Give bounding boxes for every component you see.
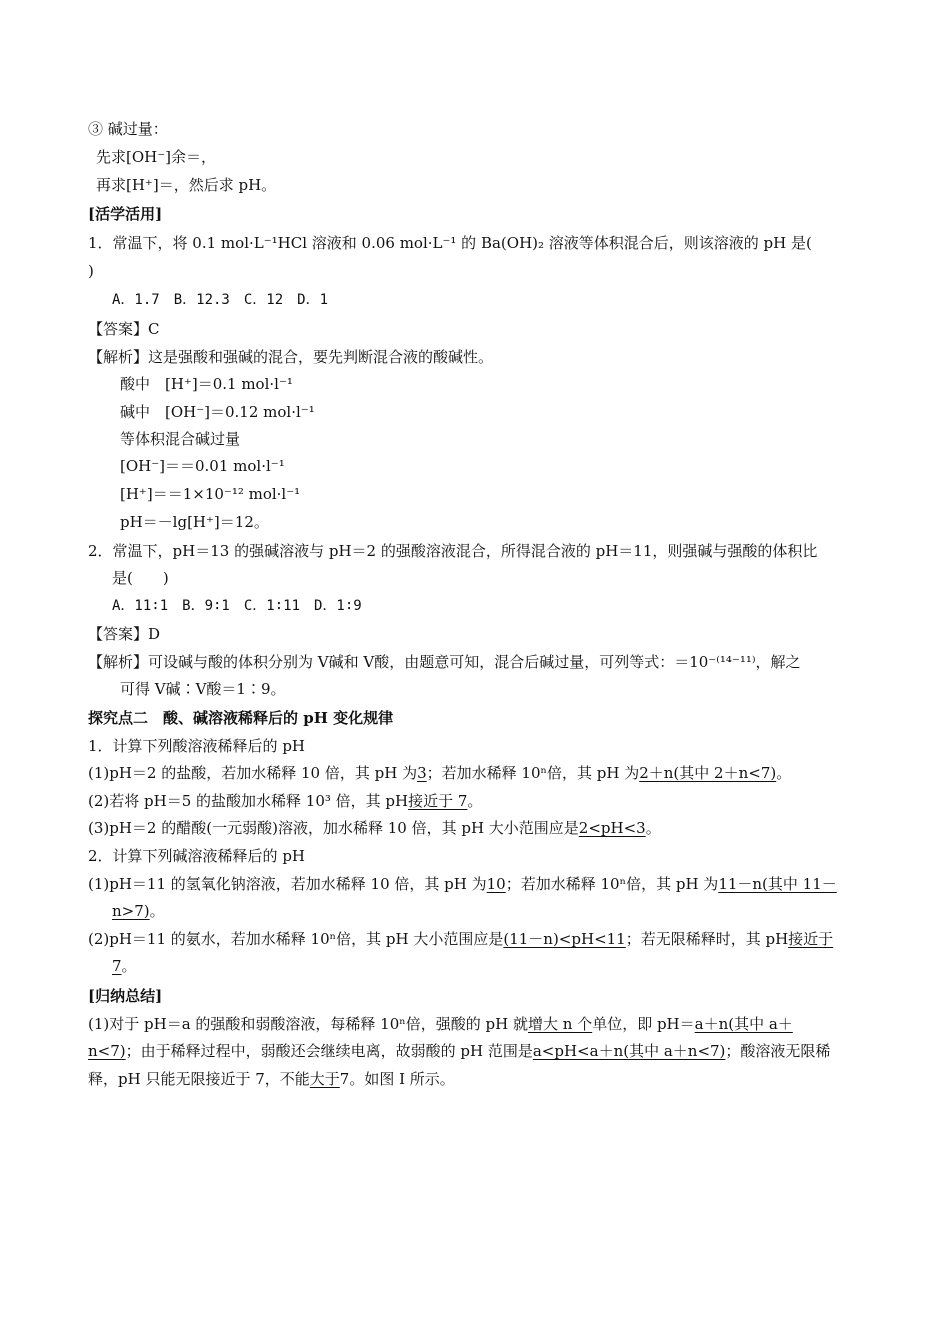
question-line: [112, 900, 165, 922]
text-line: 2．计算下列碱溶液稀释后的 pH: [88, 847, 305, 865]
text-line: ③ 碱过量：: [88, 120, 168, 138]
question-line: [88, 817, 661, 839]
summary-line: [88, 1013, 793, 1035]
answer-blank: 2＋n(其中 2＋n<7): [639, 764, 777, 782]
text-line: 1．计算下列酸溶液稀释后的 pH: [88, 737, 305, 755]
answer-blank: 2<pH<3: [578, 819, 646, 837]
text-line: pH＝－lg[H⁺]＝12。: [120, 513, 269, 531]
summary-line: [88, 1040, 830, 1062]
answer-blank: 11－n(其中 11－: [718, 875, 837, 893]
text-line: 再求[H⁺]＝，然后求 pH。: [96, 176, 277, 194]
text-span: (2)pH＝11 的氨水，若加水稀释 10ⁿ倍，其 pH 大小范围应是: [88, 930, 504, 948]
analysis-line: 【解析】可设碱与酸的体积分别为 V碱和 V酸，由题意可知，混合后碱过量，可列等式：＝10⁻⁽¹⁴⁻¹¹⁾，解之: [88, 653, 801, 671]
text-line: [OH⁻]＝＝0.01 mol·l⁻¹: [120, 457, 285, 475]
answer-blank: 大于: [309, 1070, 340, 1088]
answer-blank: n<7): [88, 1042, 126, 1060]
question-line: [88, 790, 482, 812]
text-span: 单位，即 pH＝: [592, 1015, 695, 1033]
answer-blank: 10: [486, 875, 506, 893]
answer-blank: n>7): [112, 902, 150, 920]
answer-blank: a＋n(其中 a＋: [694, 1015, 793, 1033]
question-line: 1．常温下，将 0.1 mol·L⁻¹HCl 溶液和 0.06 mol·L⁻¹ 的 Ba(OH)₂ 溶液等体积混合后，则该溶液的 pH 是(: [88, 234, 812, 252]
question-line: [112, 955, 137, 977]
answer-blank: 3: [417, 764, 427, 782]
answer-line: 【答案】D: [88, 625, 161, 643]
text-line: [H⁺]＝＝1×10⁻¹² mol·l⁻¹: [120, 485, 301, 503]
text-span: ；由于稀释过程中，弱酸还会继续电离，故弱酸的 pH 范围是: [125, 1042, 533, 1060]
section-tag: [归纳总结]: [88, 987, 163, 1005]
options-line: A．1.7 B．12.3 C．12 D．1: [112, 292, 329, 308]
text-span: 。: [121, 957, 137, 975]
text-line: 等体积混合碱过量: [120, 430, 241, 448]
text-span: (2)若将 pH＝5 的盐酸加水稀释 10³ 倍，其 pH: [88, 792, 409, 810]
text-span: 7。如图 I 所示。: [339, 1070, 455, 1088]
text-span: ；若无限稀释时，其 pH: [625, 930, 789, 948]
text-line: 先求[OH⁻]余＝，: [96, 148, 217, 166]
text-line: 碱中 [OH⁻]＝0.12 mol·l⁻¹: [120, 403, 315, 421]
text-span: (3)pH＝2 的醋酸(一元弱酸)溶液，加水稀释 10 倍，其 pH 大小范围应是: [88, 819, 579, 837]
text-line: 可得 V碱∶V酸＝1∶9。: [120, 680, 286, 698]
text-span: ；酸溶液无限稀: [725, 1042, 831, 1060]
text-span: ；若加水稀释 10ⁿ倍，其 pH 为: [505, 875, 719, 893]
answer-blank: (11－n)<pH<11: [503, 930, 626, 948]
answer-blank: a<pH<a＋n(其中 a＋n<7): [532, 1042, 726, 1060]
summary-line: [88, 1068, 455, 1090]
section-heading: 探究点二 酸、碱溶液稀释后的 pH 变化规律: [88, 709, 394, 727]
text-span: 。: [776, 764, 792, 782]
text-line: 是( ): [112, 569, 169, 587]
section-tag: [活学活用]: [88, 205, 163, 223]
text-span: 释，pH 只能无限接近于 7，不能: [88, 1070, 310, 1088]
answer-blank: 接近于 7: [408, 792, 468, 810]
answer-line: 【答案】C: [88, 320, 160, 338]
answer-blank: 7: [112, 957, 122, 975]
text-span: (1)对于 pH＝a 的强酸和弱酸溶液，每稀释 10ⁿ倍，强酸的 pH 就: [88, 1015, 528, 1033]
options-line: A．11∶1 B．9∶1 C．1∶11 D．1∶9: [112, 598, 362, 614]
text-span: (1)pH＝11 的氢氧化钠溶液，若加水稀释 10 倍，其 pH 为: [88, 875, 487, 893]
answer-blank: 增大 n 个: [527, 1015, 593, 1033]
question-line: [88, 762, 791, 784]
text-span: 。: [645, 819, 661, 837]
question-line: 2．常温下，pH＝13 的强碱溶液与 pH＝2 的强酸溶液混合，所得混合液的 pH＝11，则强碱与强酸的体积比: [88, 542, 818, 560]
text-span: (1)pH＝2 的盐酸，若加水稀释 10 倍，其 pH 为: [88, 764, 418, 782]
text-line: ): [88, 262, 94, 280]
text-span: 。: [467, 792, 483, 810]
analysis-line: 【解析】这是强酸和强碱的混合，要先判断混合液的酸碱性。: [88, 348, 494, 366]
text-line: 酸中 [H⁺]＝0.1 mol·l⁻¹: [120, 375, 293, 393]
question-line: [88, 928, 833, 950]
answer-blank: 接近于: [788, 930, 834, 948]
text-span: 。: [149, 902, 165, 920]
question-line: [88, 873, 837, 895]
text-span: ；若加水稀释 10ⁿ倍，其 pH 为: [426, 764, 640, 782]
